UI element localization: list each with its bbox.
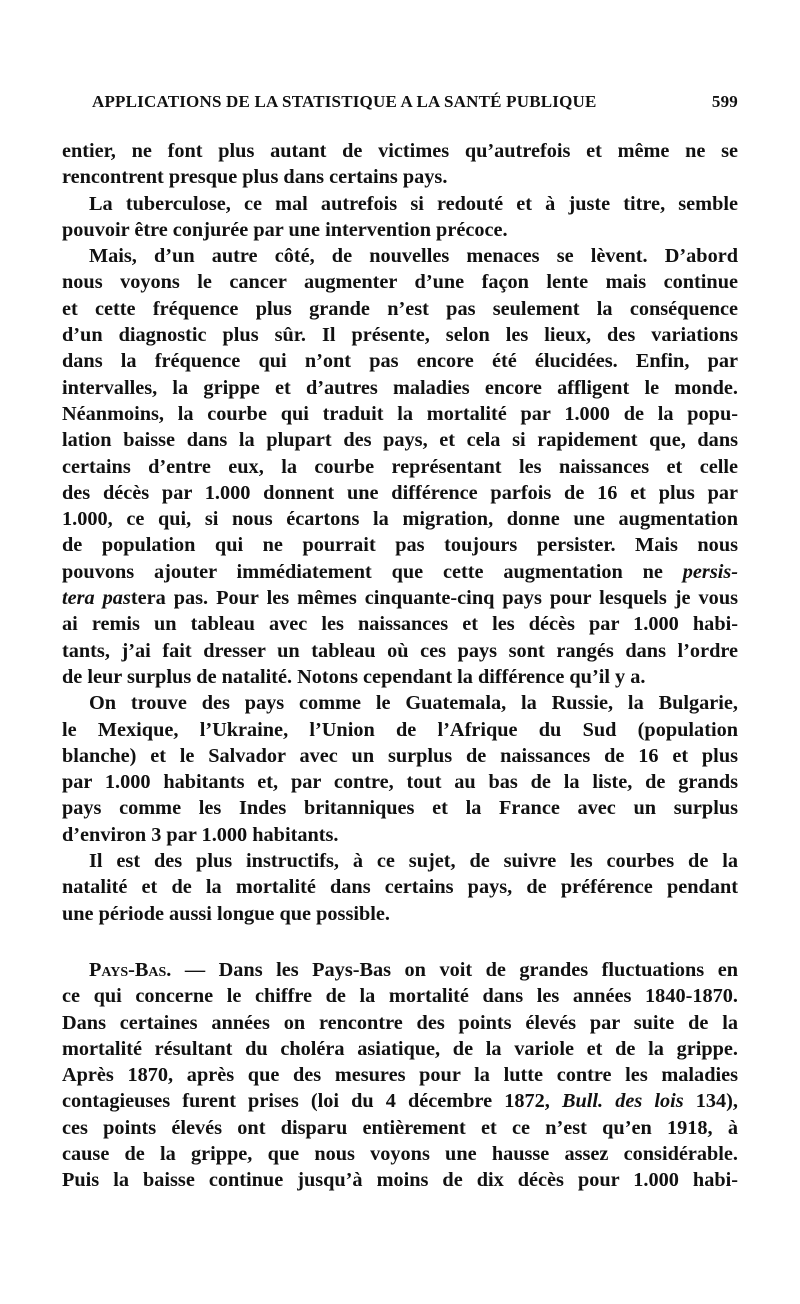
paragraph-tuberculose bbox=[62, 191, 738, 244]
text-line: On trouve des pays comme le Guatemala, la Russie, la Bulgarie, bbox=[89, 692, 738, 715]
text-line-with-citation bbox=[62, 1088, 738, 1114]
text-line: 1.000, ce qui, si nous écartons la migration, donne une augmentation bbox=[62, 508, 738, 531]
page-number: 599 bbox=[711, 92, 738, 111]
text-line: Il est des plus instructifs, à ce sujet, de suivre les courbes de la bbox=[89, 850, 738, 873]
citation-italic: Bull. des lois bbox=[561, 1090, 684, 1113]
text-segment: pouvons ajouter immédiatement que cette augmentation ne bbox=[62, 560, 663, 583]
body-text bbox=[62, 138, 738, 1194]
section-gap bbox=[62, 927, 738, 957]
paragraph-pays-bas bbox=[62, 957, 738, 1194]
text-line: certains d’entre eux, la courbe représentant les naissances et celle bbox=[62, 455, 738, 478]
text-line: nous voyons le cancer augmenter d’une façon lente mais continue bbox=[62, 271, 738, 294]
italic-term: persis- bbox=[682, 560, 738, 583]
text-segment: — Dans les Pays-Bas on voit de grandes fluctuations en bbox=[171, 958, 738, 981]
text-line: Dans certaines années on rencontre des points élevés par suite de la bbox=[62, 1011, 738, 1034]
text-line: des décès par 1.000 donnent une différence parfois de 16 et plus par bbox=[62, 481, 738, 504]
text-line: Après 1870, après que des mesures pour la lutte contre les maladies bbox=[62, 1064, 738, 1087]
text-line: et cette fréquence plus grande n’est pas seulement la conséquence bbox=[62, 297, 738, 320]
text-line: La tuberculose, ce mal autrefois si redouté et à juste titre, semble bbox=[89, 192, 738, 215]
paragraph-nouvelles-menaces bbox=[62, 243, 738, 690]
paragraph-continuation bbox=[62, 138, 738, 191]
text-segment: tera pas. Pour les mêmes cinquante-cinq pays pour lesquels je vous bbox=[130, 587, 738, 610]
paragraph-pays-surplus bbox=[62, 690, 738, 848]
text-line: intervalles, la grippe et d’autres maladies encore affligent le monde. bbox=[62, 376, 738, 399]
section-run-in-heading: Pays-Bas. bbox=[89, 958, 172, 981]
text-line: pouvoir être conjurée par une intervention précoce. bbox=[62, 218, 508, 241]
text-line: une période aussi longue que possible. bbox=[62, 902, 390, 925]
running-head bbox=[92, 92, 738, 116]
text-segment: contagieuses furent prises (loi du 4 décembre 1872, bbox=[62, 1090, 550, 1113]
text-line: d’environ 3 par 1.000 habitants. bbox=[62, 823, 339, 846]
text-line: tants, j’ai fait dresser un tableau où ces pays sont rangés dans l’ordre bbox=[62, 639, 738, 662]
running-head-title: APPLICATIONS DE LA STATISTIQUE A LA SANTÉ PUBLIQUE bbox=[92, 92, 597, 111]
text-line: entier, ne font plus autant de victimes qu’autrefois et même ne se bbox=[62, 140, 738, 162]
paragraph-courbes bbox=[62, 848, 738, 927]
text-line: lation baisse dans la plupart des pays, et cela si rapidement que, dans bbox=[62, 429, 738, 452]
text-line: le Mexique, l’Ukraine, l’Union de l’Afrique du Sud (population bbox=[62, 718, 738, 741]
text-line: Mais, d’un autre côté, de nouvelles menaces se lèvent. D’abord bbox=[89, 245, 738, 268]
text-line: de leur surplus de natalité. Notons cependant la différence qu’il y a. bbox=[62, 665, 646, 688]
text-line: pays comme les Indes britanniques et la France avec un surplus bbox=[62, 797, 738, 820]
italic-term: tera pas bbox=[62, 587, 131, 610]
text-line: Néanmoins, la courbe qui traduit la mortalité par 1.000 de la popu- bbox=[62, 402, 738, 425]
text-line: ai remis un tableau avec les naissances et les décès par 1.000 habi- bbox=[62, 613, 738, 636]
text-line: rencontrent presque plus dans certains pays. bbox=[62, 166, 448, 189]
text-line: Puis la baisse continue jusqu’à moins de dix décès pour 1.000 habi- bbox=[62, 1169, 738, 1192]
text-line: dans la fréquence qui n’ont pas encore été élucidées. Enfin, par bbox=[62, 350, 738, 373]
text-line: d’un diagnostic plus sûr. Il présente, selon les lieux, des variations bbox=[62, 324, 738, 347]
text-line: par 1.000 habitants et, par contre, tout au bas de la liste, de grands bbox=[62, 771, 738, 794]
text-line: mortalité résultant du choléra asiatique, de la variole et de la grippe. bbox=[62, 1037, 738, 1060]
text-line: blanche) et le Salvador avec un surplus de naissances de 16 et plus bbox=[62, 744, 738, 767]
text-line: ces points élevés ont disparu entièrement et ce n’est qu’en 1918, à bbox=[62, 1116, 738, 1139]
text-line-with-italic bbox=[62, 585, 738, 611]
text-line: ce qui concerne le chiffre de la mortalité dans les années 1840-1870. bbox=[62, 985, 738, 1008]
text-line-with-italic bbox=[62, 559, 738, 585]
text-segment: 134), bbox=[695, 1090, 738, 1113]
text-line: natalité et de la mortalité dans certains pays, de préférence pendant bbox=[62, 876, 738, 899]
text-line: de population qui ne pourrait pas toujours persister. Mais nous bbox=[62, 534, 738, 557]
text-line-with-heading bbox=[62, 957, 738, 983]
text-line: cause de la grippe, que nous voyons une hausse assez considérable. bbox=[62, 1142, 738, 1165]
